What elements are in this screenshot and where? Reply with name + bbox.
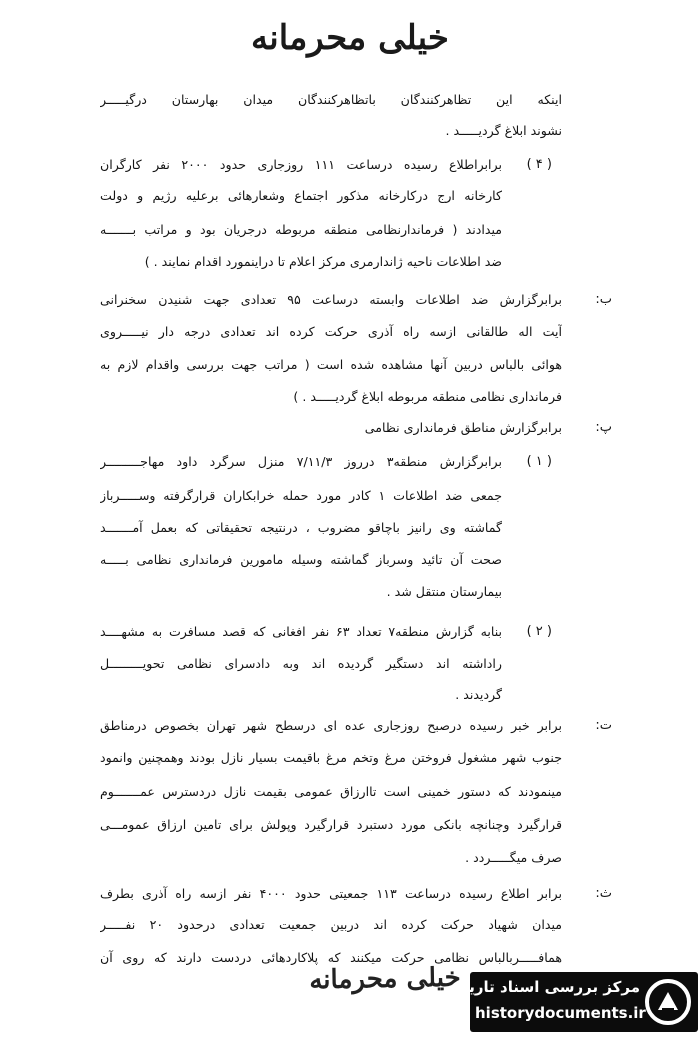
text-line: گماشته وی رانیز باچاقو مضروب ، درنتیجه تحقیقاتی که بعمل آمـــــــد (100, 520, 502, 535)
text-line: قرارگیرد وچنانچه بانکی مورد دستبرد قرارگیرد وپولش برای تامین ارزاق عمومـــی (100, 817, 562, 832)
text-line: آیت اله طالقانی ازسه راه آذری حرکت کرده اند تعدادی درجه دار نیـــــروی (100, 324, 562, 339)
archive-url[interactable]: historydocuments.ir (475, 1004, 646, 1022)
text-line: جنوب شهر مشغول فروختن مرغ وتخم مرغ باقیمت بسیار نازل بودند وهمچنین وانمود (100, 750, 562, 765)
text-line: همافـــــربالباس نظامی حرکت میکنند که پلاکاردهائی دردست دارند که روی آن (100, 950, 562, 965)
section-marker: ث: (595, 886, 612, 901)
text-line: برابراطلاع رسیده درساعت ۱۱۱ روزجاری حدود ۲۰۰۰ نفر کارگران (100, 157, 502, 172)
text-line: راداشته اند دستگیر گردیده اند وبه دادسرای نظامی تحویـــــــــل (100, 656, 502, 671)
section-marker: پ: (595, 420, 612, 435)
section-marker: ب: (595, 292, 612, 307)
classification-footer-stamp: خیلی محرمانه (309, 962, 461, 996)
item-marker: ( ۴ ) (526, 157, 552, 172)
item-marker: ( ۱ ) (526, 454, 552, 469)
text-line: بنابه گزارش منطقه۷ تعداد ۶۳ نفر افغانی که قصد مسافرت به مشهــــد (100, 624, 502, 639)
text-line: ضد اطلاعات ناحیه ژاندارمری مرکز اعلام تا دراینمورد اقدام نمایند . ) (144, 254, 502, 269)
archive-emblem-icon (644, 978, 692, 1026)
text-line: صرف میگـــــردد . (465, 850, 562, 865)
text-line: برابرگزارش مناطق فرمانداری نظامی (364, 420, 562, 435)
text-line: نشوند ابلاغ گردیـــــد . (445, 123, 562, 138)
section-marker: ت: (595, 718, 612, 733)
text-line: کارخانه ارج درکارخانه مذکور اجتماع وشعارهائی برعلیه رژیم و دولت (100, 188, 502, 203)
text-line: برابر خبر رسیده درصبح روزجاری عده ای درسطح شهر تهران بخصوص درمناطق (100, 718, 562, 733)
text-line: برابرگزارش ضد اطلاعات وابسته درساعت ۹۵ تعدادی جهت شنیدن سخنرانی (100, 292, 562, 307)
text-line: بیمارستان منتقل شد . (386, 584, 502, 599)
item-marker: ( ۲ ) (526, 624, 552, 639)
archive-logo (443, 972, 698, 1032)
text-line: برابرگزارش منطقه۳ درروز ۷/۱۱/۳ منزل سرگرد داود مهاجـــــــــر (100, 454, 502, 469)
text-line: میدان شهیاد حرکت کرده اند دربین جمعیت تعدادی درحدود ۲۰ نفـــــر (100, 917, 562, 932)
text-line: صحت آن تائید وسرباز گماشته وسیله مامورین فرمانداری نظامی بـــــه (100, 552, 502, 567)
text-line: فرمانداری نظامی منطقه مربوطه ابلاغ گردیـــــد . ) (293, 389, 562, 404)
text-line: هوائی بالباس دربین آنها مشاهده شده است ( مراتب جهت بررسی واقدام لازم به (100, 357, 562, 372)
archive-title: مرکز بررسی اسناد تاریخی (443, 978, 640, 996)
text-line: مینمودند که دستور خمینی است تاارزاق عمومی بقیمت نازل دردسترس عمـــــــوم (100, 784, 562, 799)
classification-header: خیلی محرمانه (251, 18, 449, 58)
text-line: برابر اطلاع رسیده درساعت ۱۱۳ جمعیتی حدود ۴۰۰۰ نفر ازسه راه آذری بطرف (100, 886, 562, 901)
text-line: جمعی ضد اطلاعات ۱ کادر مورد حمله خرابکاران قرارگرفته وســـــرباز (100, 488, 502, 503)
text-line: گردیدند . (455, 687, 502, 702)
text-line: میدادند ( فرماندارنظامی منطقه مربوطه درجریان بود و مراتب بـــــــه (100, 222, 502, 237)
text-line: اینکه این تظاهرکنندگان باتظاهرکنندگان میدان بهارستان درگیـــــر (100, 92, 562, 107)
